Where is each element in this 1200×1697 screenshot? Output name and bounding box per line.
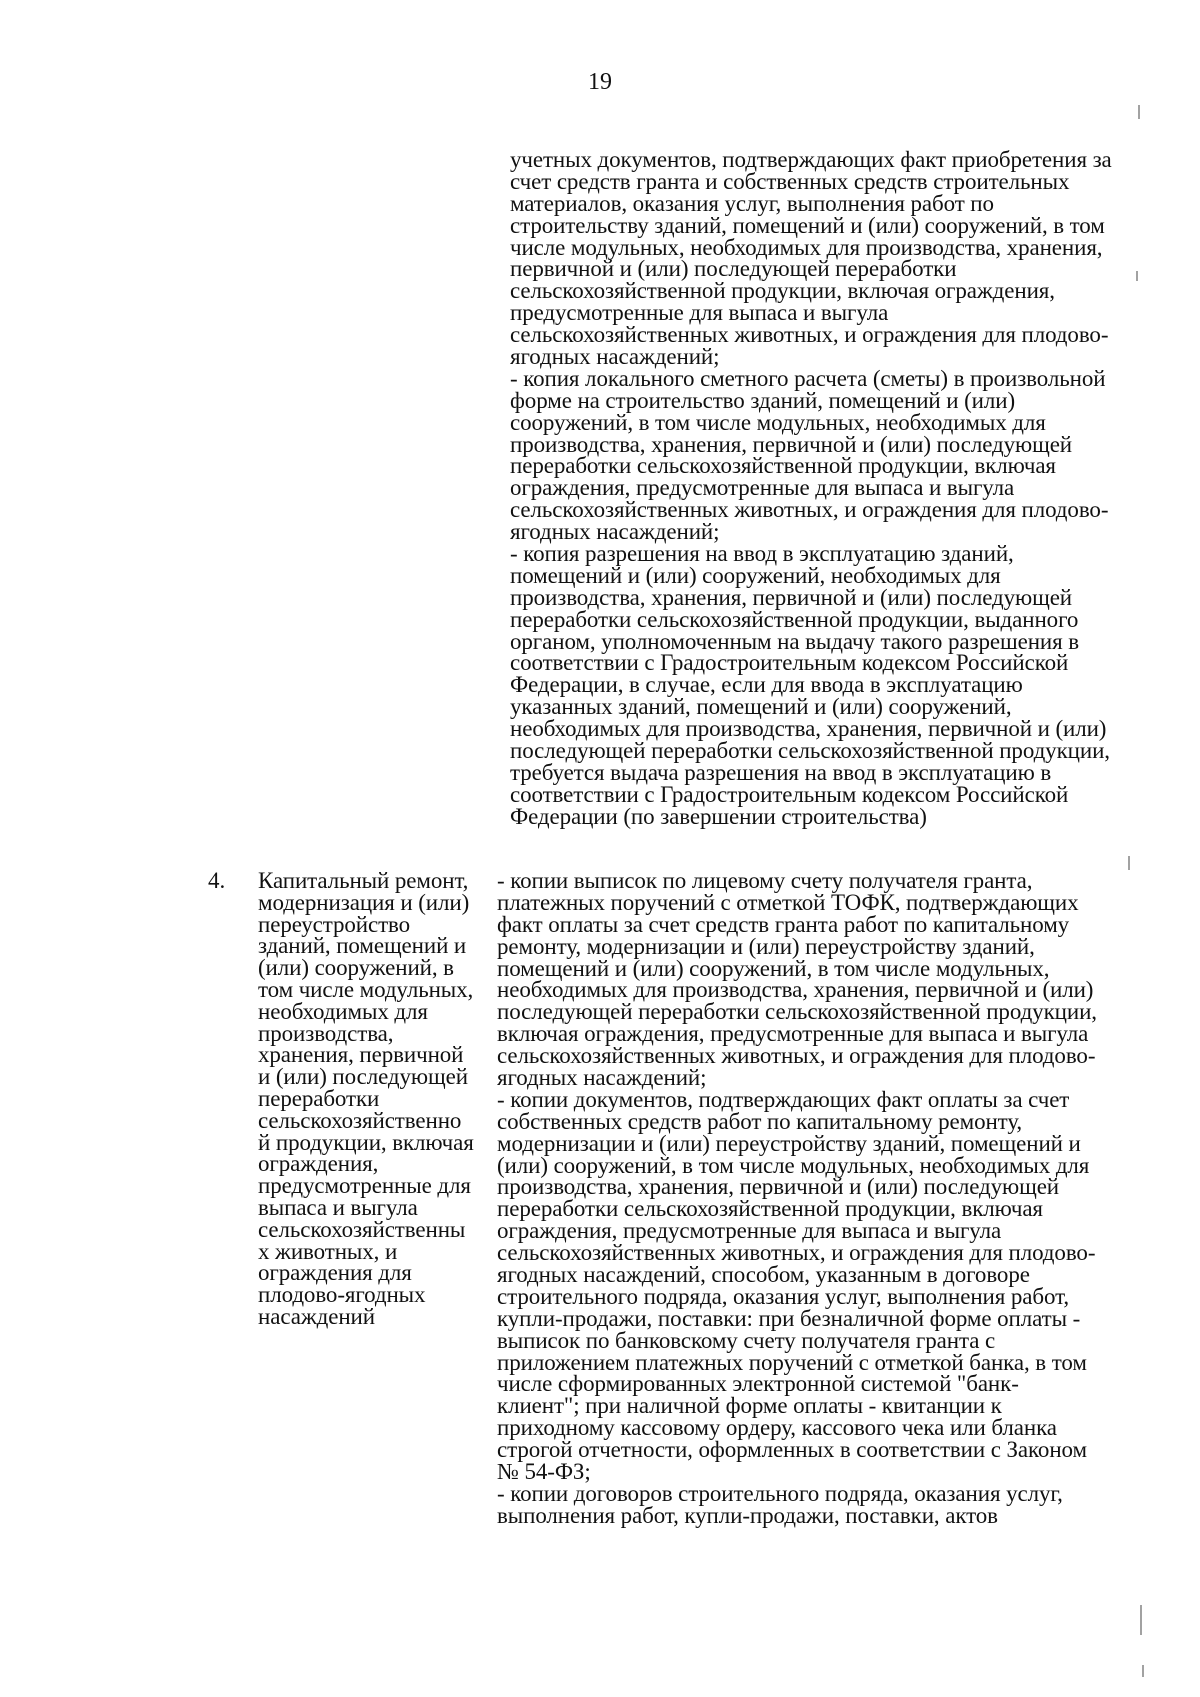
continuation-text-line: - копия разрешения на ввод в эксплуатацию зданий, (510, 541, 1014, 567)
required-documents-line: помещений и (или) сооружений, в том числе модульных, (497, 955, 1050, 981)
required-documents-line: факт оплаты за счет средств гранта работ по капитальному (497, 911, 1070, 937)
scan-artifact (1128, 856, 1130, 870)
required-documents-line: включая ограждения, предусмотренные для выпаса и выгула (497, 1021, 1089, 1047)
activity-name-line: модернизация и (или) (258, 889, 470, 915)
continuation-text-line: первичной и (или) последующей переработки (510, 256, 957, 282)
activity-name-line: производства, (258, 1020, 394, 1046)
required-documents-line: - копии договоров строительного подряда, оказания услуг, (497, 1480, 1063, 1506)
continuation-text-line: органом, уполномоченным на выдачу такого разрешения в (510, 628, 1080, 654)
activity-name-line: ограждения, (258, 1151, 379, 1177)
activity-name-line: переустройство (258, 911, 411, 937)
continuation-text-line: соответствии с Градостроительным кодексом Российской (510, 650, 1069, 676)
activity-name-line: предусмотренные для (258, 1173, 471, 1199)
continuation-text-line: форме на строительство зданий, помещений и (или) (510, 387, 1016, 413)
required-documents-line: (или) сооружений, в том числе модульных, необходимых для (497, 1152, 1090, 1178)
activity-name-line: й продукции, включая (258, 1129, 474, 1155)
activity-name-line: сельскохозяйственно (258, 1107, 462, 1133)
required-documents-line: ягодных насаждений, способом, указанным в договоре (497, 1262, 1030, 1288)
required-documents-line: необходимых для производства, хранения, первичной и (или) (497, 977, 1094, 1003)
activity-name-line: ограждения для (258, 1260, 412, 1286)
row-4-activity-name (258, 870, 490, 1328)
activity-name-line: Капитальный ремонт, (258, 868, 469, 893)
activity-name-line: выпаса и выгула (258, 1194, 418, 1220)
continuation-text-line: соответствии с Градостроительным кодексом Российской (510, 781, 1069, 807)
activity-name-line: том числе модульных, (258, 976, 474, 1002)
activity-name-line: переработки (258, 1085, 380, 1111)
continuation-text-line: ограждения, предусмотренные для выпаса и выгула (510, 475, 1015, 501)
continuation-text-line: учетных документов, подтверждающих факт приобретения за (510, 147, 1112, 172)
activity-name-line: плодово-ягодных (258, 1282, 426, 1308)
row-number: 4. (208, 868, 226, 893)
required-documents-line: - копии документов, подтверждающих факт оплаты за счет (497, 1086, 1070, 1112)
activity-name-line: необходимых для (258, 998, 428, 1024)
activity-name-line: насаждений (258, 1303, 375, 1329)
required-documents-line: строительного подряда, оказания услуг, выполнения работ, (497, 1283, 1069, 1309)
required-documents-line: платежных поручений с отметкой ТОФК, подтверждающих (497, 889, 1079, 915)
row-4-required-documents (497, 870, 1167, 1527)
required-documents-line: производства, хранения, первичной и (или) последующей (497, 1174, 1060, 1200)
required-documents-line: № 54-ФЗ; (497, 1459, 591, 1485)
continuation-text-line: ягодных насаждений; (510, 519, 720, 545)
scan-artifact (1138, 105, 1140, 119)
required-documents-line: строгой отчетности, оформленных в соответствии с Законом (497, 1437, 1087, 1463)
required-documents-line: переработки сельскохозяйственной продукции, включая (497, 1196, 1043, 1222)
continuation-text-line: переработки сельскохозяйственной продукции, выданного (510, 606, 1079, 632)
required-documents-line: выполнения работ, купли-продажи, поставки, актов (497, 1502, 998, 1528)
continuation-text-line: строительству зданий, помещений и (или) сооружений, в том (510, 212, 1105, 238)
required-documents-line: ограждения, предусмотренные для выпаса и выгула (497, 1218, 1002, 1244)
continuation-text-line: требуется выдача разрешения на ввод в эксплуатацию в (510, 759, 1052, 785)
required-documents-line: собственных средств работ по капитальному ремонту, (497, 1108, 1023, 1134)
continuation-text-line: - копия локального сметного расчета (сметы) в произвольной (510, 365, 1106, 391)
continuation-text-line: сельскохозяйственной продукции, включая ограждения, (510, 278, 1055, 304)
required-documents-line: купли-продажи, поставки: при безналичной форме оплаты - (497, 1305, 1081, 1331)
continuation-text-block (510, 149, 1170, 828)
required-documents-line: приложением платежных поручений с отметкой банка, в том (497, 1349, 1087, 1375)
required-documents-line: ягодных насаждений; (497, 1065, 707, 1091)
continuation-text-line: ягодных насаждений; (510, 344, 720, 370)
activity-name-line: и (или) последующей (258, 1064, 468, 1090)
scan-artifact (1136, 271, 1138, 281)
continuation-text-line: числе модульных, необходимых для производства, хранения, (510, 234, 1103, 260)
continuation-text-line: счет средств гранта и собственных средств строительных (510, 168, 1070, 194)
required-documents-line: сельскохозяйственных животных, и ограждения для плодово- (497, 1240, 1096, 1266)
required-documents-line: последующей переработки сельскохозяйственной продукции, (497, 999, 1097, 1025)
continuation-text-line: указанных зданий, помещений и (или) сооружений, (510, 694, 1012, 720)
scan-artifact (1142, 1665, 1144, 1677)
scan-artifact (1140, 1605, 1142, 1635)
continuation-text-line: Федерации (по завершении строительства) (510, 803, 927, 829)
required-documents-line: сельскохозяйственных животных, и ограждения для плодово- (497, 1043, 1096, 1069)
continuation-text-line: производства, хранения, первичной и (или) последующей (510, 431, 1073, 457)
activity-name-line: (или) сооружений, в (258, 955, 454, 981)
continuation-text-line: материалов, оказания услуг, выполнения работ по (510, 190, 994, 216)
page-number: 19 (588, 69, 612, 95)
required-documents-line: числе сформированных электронной системой "банк- (497, 1371, 1019, 1397)
continuation-text-line: производства, хранения, первичной и (или) последующей (510, 584, 1073, 610)
required-documents-line: ремонту, модернизации и (или) переустройству зданий, (497, 933, 1035, 959)
activity-name-line: х животных, и (258, 1238, 398, 1264)
activity-name-line: зданий, помещений и (258, 933, 467, 959)
continuation-text-line: последующей переработки сельскохозяйственной продукции, (510, 738, 1110, 764)
activity-name-line: хранения, первичной (258, 1042, 464, 1068)
continuation-text-line: предусмотренные для выпаса и выгула (510, 300, 889, 326)
continuation-text-line: Федерации, в случае, если для ввода в эксплуатацию (510, 672, 1023, 698)
required-documents-line: модернизации и (или) переустройству зданий, помещений и (497, 1130, 1081, 1156)
required-documents-line: выписок по банковскому счету получателя гранта с (497, 1327, 996, 1353)
continuation-text-line: помещений и (или) сооружений, необходимых для (510, 562, 1001, 588)
required-documents-line: клиент"; при наличной форме оплаты - квитанции к (497, 1393, 1002, 1419)
continuation-text-line: переработки сельскохозяйственной продукции, включая (510, 453, 1056, 479)
continuation-text-line: сооружений, в том числе модульных, необходимых для (510, 409, 1046, 435)
required-documents-line: - копии выписок по лицевому счету получателя гранта, (497, 868, 1033, 893)
continuation-text-line: сельскохозяйственных животных, и ограждения для плодово- (510, 322, 1109, 348)
continuation-text-line: необходимых для производства, хранения, первичной и (или) (510, 716, 1107, 742)
continuation-text-line: сельскохозяйственных животных, и ограждения для плодово- (510, 497, 1109, 523)
activity-name-line: сельскохозяйственны (258, 1216, 466, 1242)
required-documents-line: приходному кассовому ордеру, кассового чека или бланка (497, 1415, 1057, 1441)
